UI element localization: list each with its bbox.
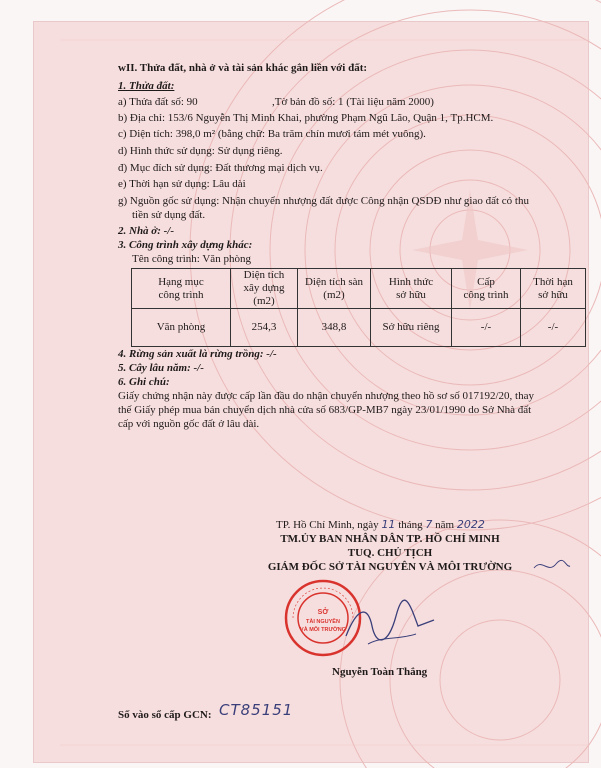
table-cell: 348,8 [298,309,371,347]
handwritten-signature [338,596,438,656]
notes-line2: thế Giấy phép mua bán chuyển dịch nhà cửa số 683/GP-MB7 ngày 23/01/1990 do Sở Nhà đất [118,404,532,416]
table-header-cell: Cấp công trình [452,269,521,309]
registry-number: CT85151 [219,701,294,719]
table-cell: Văn phòng [132,309,231,347]
land-use-purpose: đ) Mục đích sử dụng: Đất thương mại dịch vụ. [118,162,323,174]
table-header-cell: Hình thức sở hữu [371,269,452,309]
table-cell: 254,3 [231,309,298,347]
construction-name: Tên công trình: Văn phòng [132,253,251,265]
notes-line3: cấp với nguồn gốc đất ở lâu dài. [118,418,260,430]
svg-text:TÀI NGUYÊN: TÀI NGUYÊN [306,619,340,625]
land-map-sheet: ,Tờ bản đồ số: 1 (Tài liệu năm 2000) [272,96,434,108]
section-title: wII. Thửa đất, nhà ở và tài sản khác gắn liền với đất: [118,62,368,74]
table-cell: -/- [521,309,586,347]
house-heading: 2. Nhà ở: -/- [118,225,175,237]
table-header-row [132,269,586,309]
land-use-term: e) Thời hạn sử dụng: Lâu dài [118,178,246,190]
forest-heading: 4. Rừng sản xuất là rừng trồng: -/- [118,348,277,360]
signing-capacity: TUQ. CHỦ TỊCH [347,547,433,559]
construction-heading: 3. Công trình xây dựng khác: [118,239,253,251]
table-row [132,309,586,347]
construction-table [131,268,586,347]
land-area: c) Diện tích: 398,0 m² (bằng chữ: Ba trăm chín mươi tám mét vuông). [118,128,426,140]
signer-name: Nguyễn Toàn Thắng [332,666,428,678]
signing-department: GIÁM ĐỐC SỞ TÀI NGUYÊN VÀ MÔI TRƯỜNG [267,561,513,573]
land-use-form: d) Hình thức sử dụng: Sử dụng riêng. [118,145,283,157]
perennial-heading: 5. Cây lâu năm: -/- [118,362,204,374]
table-header-cell: Thời hạn sở hữu [521,269,586,309]
notes-heading: 6. Ghi chú: [118,376,170,388]
land-address: b) Địa chỉ: 153/6 Nguyễn Thị Minh Khai, phường Phạm Ngũ Lão, Quận 1, Tp.HCM. [118,112,494,124]
table-header-cell: Hạng mục công trình [132,269,231,309]
issue-year: 2022 [456,518,485,531]
svg-text:SỞ: SỞ [317,609,329,616]
land-origin-line1: g) Nguồn gốc sử dụng: Nhận chuyển nhượng đất được Công nhận QSDĐ như giao đất có thu [118,195,529,207]
notes-line1: Giấy chứng nhận này được cấp lần đầu do nhận chuyển nhượng theo hồ sơ số 017192/20, thay [118,390,534,402]
land-plot-number: a) Thửa đất số: 90 [118,96,198,108]
registry-label: Số vào sổ cấp GCN: [118,709,212,721]
signing-authority: TM.ỦY BAN NHÂN DÂN TP. HỒ CHÍ MINH [280,533,500,545]
initial-mark [532,556,572,576]
issue-day: 11 [381,518,396,531]
table-header-cell: Diện tích xây dựng (m2) [231,269,298,309]
table-cell: -/- [452,309,521,347]
land-heading: 1. Thửa đất: [118,80,175,92]
land-origin-line2: tiền sử dụng đất. [132,209,206,221]
table-cell: Sở hữu riêng [371,309,452,347]
issue-date: TP. Hồ Chí Minh, ngày 11 tháng 7 năm 2022 [276,518,485,531]
table-header-cell: Diện tích sàn (m2) [298,269,371,309]
issue-month: 7 [425,518,433,531]
svg-text:VÀ MÔI TRƯỜNG: VÀ MÔI TRƯỜNG [300,627,346,633]
